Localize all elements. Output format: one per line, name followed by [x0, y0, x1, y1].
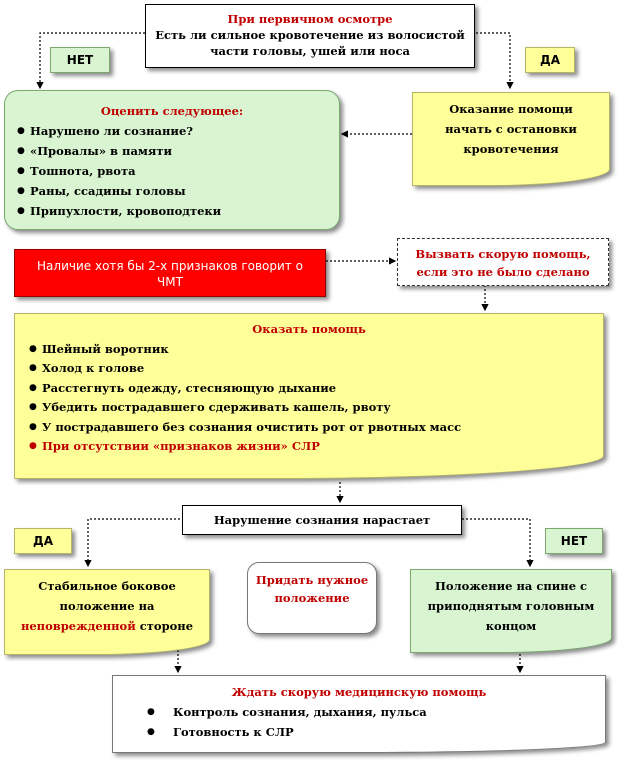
assess-item: ● «Провалы» в памяти: [17, 141, 327, 161]
arrow-yes-to-bleeding: [476, 33, 510, 88]
bleeding-help-text: Оказание помощи начать с остановки кровотечения: [445, 102, 577, 156]
signs-text: Наличие хотя бы 2-х признаков говорит о ЧМТ: [37, 259, 303, 289]
signs-box: [14, 249, 326, 297]
help-item: ● У пострадавшего без сознания очистить рот от рвотных масс: [29, 418, 589, 438]
lateral-text: Стабильное боковое положение на: [38, 579, 176, 613]
help-title: Оказать помощь: [252, 322, 366, 336]
ambulance-box: [397, 238, 609, 286]
help-item: ● Расстегнуть одежду, стесняющую дыхание: [29, 379, 589, 399]
label-yes-bottom: ДА: [14, 528, 72, 554]
assess-item: ● Нарушено ли сознание?: [17, 121, 327, 141]
supine-position-box: [410, 569, 612, 653]
wait-item: ● Готовность к СЛР: [147, 722, 591, 742]
supine-text: Положение на спине с приподнятым головным концом: [427, 579, 595, 633]
position-center-text: Придать нужное положение: [255, 573, 369, 605]
assess-item: ● Тошнота, рвота: [17, 161, 327, 181]
consciousness-text: Нарушение сознания нарастает: [213, 513, 431, 527]
initial-exam-question: Есть ли сильное кровотечение из волосистой части головы, ушей или носа: [155, 28, 465, 58]
lateral-text-side: стороне: [139, 619, 194, 633]
wait-box: [112, 675, 606, 753]
wait-list: [127, 702, 591, 742]
bleeding-help-box: [412, 92, 610, 186]
help-item: ● Шейный воротник: [29, 340, 589, 360]
wait-title: Ждать скорую медицинскую помощь: [231, 685, 487, 699]
help-list: [29, 340, 589, 457]
help-item: ● Холод к голове: [29, 359, 589, 379]
assess-item: ● Припухлости, кровоподтеки: [17, 201, 327, 221]
help-item-cpr: ● При отсутствии «признаков жизни» СЛР: [29, 437, 589, 457]
ambulance-text: Вызвать скорую помощь, если это не было сделано: [415, 247, 591, 279]
lateral-position-box: [4, 569, 210, 655]
assess-list: [17, 121, 327, 221]
label-no-top: НЕТ: [50, 47, 110, 73]
assess-box: [4, 90, 340, 230]
label-yes-top: ДА: [525, 47, 575, 73]
label-no-bottom: НЕТ: [545, 528, 603, 554]
consciousness-box: [182, 505, 462, 535]
wait-item: ● Контроль сознания, дыхания, пульса: [147, 702, 591, 722]
initial-exam-box: [145, 4, 475, 68]
assess-item: ● Раны, ссадины головы: [17, 181, 327, 201]
help-box: [14, 313, 604, 479]
arrow-yes-to-lateral: [88, 519, 180, 566]
arrow-no-to-supine: [462, 519, 530, 566]
initial-exam-title: При первичном осмотре: [227, 12, 393, 26]
lateral-text-uninjured: неповрежденной: [20, 619, 136, 633]
position-center-box: [247, 562, 377, 634]
assess-title: Оценить следующее:: [100, 104, 244, 118]
help-item: ● Убедить пострадавшего сдерживать кашель, рвоту: [29, 398, 589, 418]
